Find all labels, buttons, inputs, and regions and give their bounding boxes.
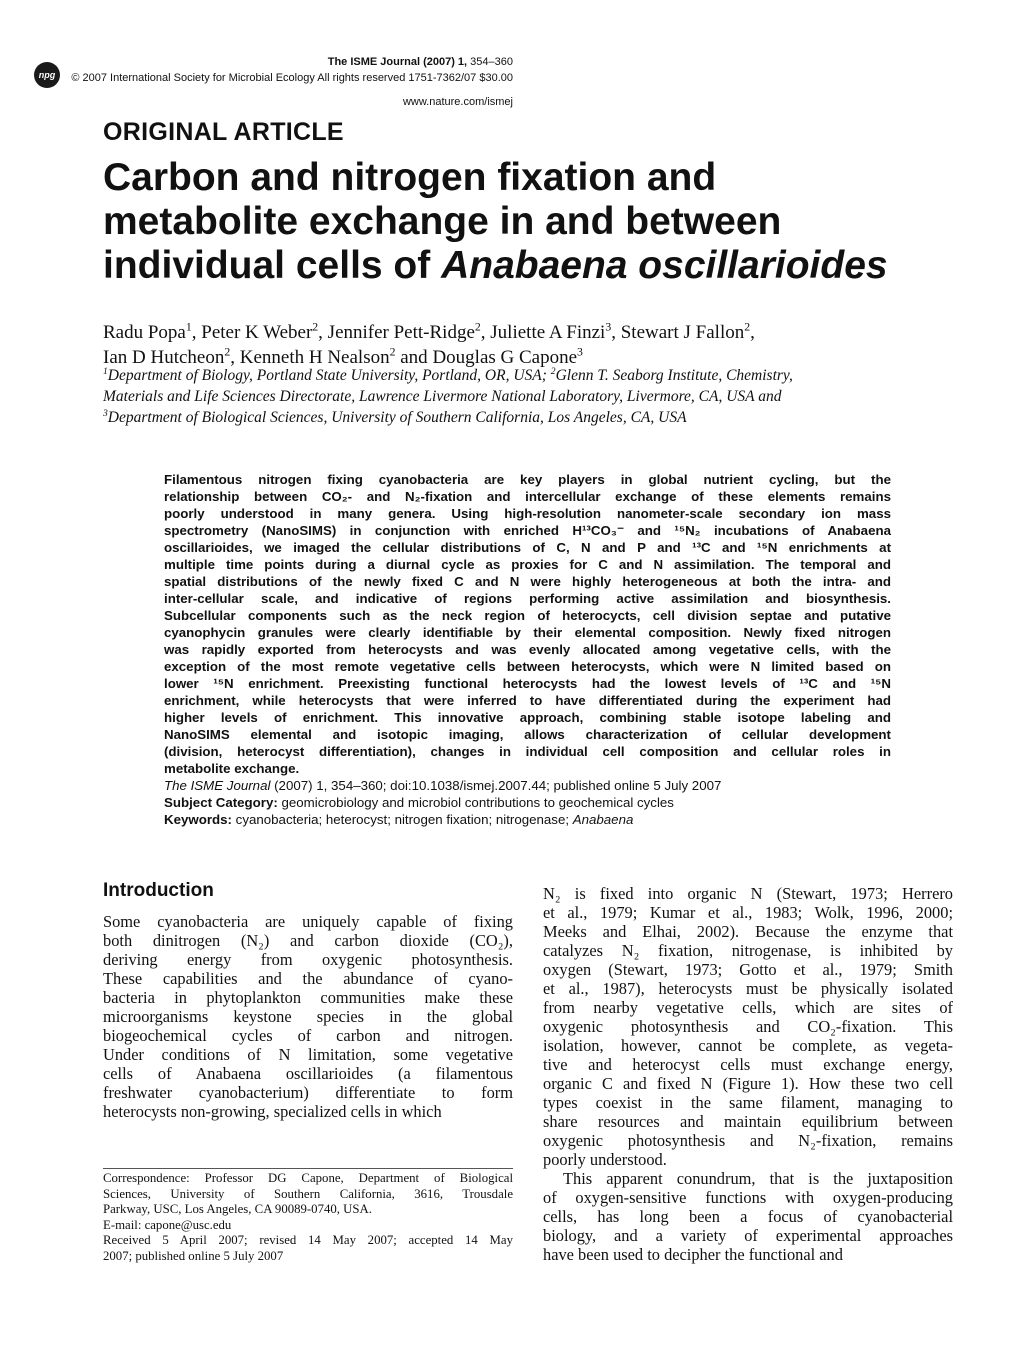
affiliation-line-3: $^3$Department of Biological Sciences, University of Southern California, Los Angeles, CA, USA xyxy=(103,407,687,426)
body-text-line: poorly understood. xyxy=(543,1150,667,1169)
body-text-line: oxygenic photosynthesis and N₂-fixation, remains xyxy=(543,1131,953,1150)
keywords-value: cyanobacteria; heterocyst; nitrogen fixation; nitrogenase; xyxy=(231,812,573,827)
abstract-line: higher levels of enrichment. This innovative approach, combining stable isotope labeling and xyxy=(164,710,891,725)
correspondence-line: 2007; published online 5 July 2007 xyxy=(103,1248,284,1263)
article-title xyxy=(103,156,983,288)
correspondence-footnote xyxy=(103,1168,513,1265)
abstract-line: metabolite exchange. xyxy=(164,761,300,776)
journal-name: The ISME Journal (2007) 1, xyxy=(327,56,468,68)
author-name: Radu Popa xyxy=(103,322,186,343)
body-text-line: freshwater cyanobacterium) differentiate to form xyxy=(103,1083,513,1102)
article-type-label: ORIGINAL ARTICLE xyxy=(103,118,344,146)
abstract-line: oscillarioides, we imaged the cellular distributions of C, N and P and ¹³C and ¹⁵N enrichments at xyxy=(164,540,891,555)
affiliation-line-1: $^1$Department of Biology, Portland State University, Portland, OR, USA; $^2$Glenn T. Seaborg Institute, Chemistry, xyxy=(103,365,793,384)
body-text-line: oxygenic photosynthesis and CO₂-fixation. This xyxy=(543,1017,953,1036)
title-line-3 xyxy=(103,244,983,288)
affiliation-text: Department of Biology, Portland State University, Portland, OR, USA; xyxy=(107,367,551,384)
abstract-line: was rapidly exported from heterocysts and was evenly allocated among vegetative cells, with the xyxy=(164,642,891,657)
author-affil-mark: 2 xyxy=(389,345,396,359)
abstract-line: Filamentous nitrogen fixing cyanobacteria are key players in global nutrient cycling, but the xyxy=(164,472,891,487)
author-name: Kenneth H Nealson xyxy=(239,347,390,368)
keywords xyxy=(164,811,891,828)
abstract-line: spectrometry (NanoSIMS) in conjunction with enriched H¹³CO₃⁻ and ¹⁵N₂ incubations of Anabaena xyxy=(164,523,891,538)
author-name: Douglas G Capone xyxy=(432,347,578,368)
keywords-label: Keywords: xyxy=(164,812,232,827)
body-text-line: microorganisms keystone species in the global xyxy=(103,1007,513,1026)
body-text-line: Some cyanobacteria are uniquely capable of fixing xyxy=(103,912,513,931)
abstract xyxy=(164,471,891,828)
correspondence-line: Received 5 April 2007; revised 14 May 2007; accepted 14 May xyxy=(103,1233,513,1248)
journal-citation-header xyxy=(328,56,513,68)
abstract-body xyxy=(164,471,891,777)
subject-label: Subject Category: xyxy=(164,795,278,810)
affiliations xyxy=(103,365,963,428)
abstract-line: NanoSIMS elemental and isotopic imaging, allows characterization of cellular development xyxy=(164,727,891,742)
author-name: Ian D Hutcheon xyxy=(103,347,225,368)
title-line-2: metabolite exchange in and between xyxy=(103,200,782,243)
author-line-2: Ian D Hutcheon$^2$, Kenneth H Nealson$^2$ and Douglas G Capone$^3$ xyxy=(103,345,583,368)
body-text-line: isolation, however, cannot be complete, as vegeta- xyxy=(543,1036,953,1055)
body-text-line: of oxygen-sensitive functions with oxygen-producing xyxy=(543,1188,953,1207)
copyright-notice: © 2007 International Society for Microbial Ecology All rights reserved 1751-7362/07 $30.00 xyxy=(71,72,513,84)
body-text-line: both dinitrogen (N₂) and carbon dioxide (CO₂), xyxy=(103,931,513,950)
introduction-heading: Introduction xyxy=(103,880,214,901)
abstract-line: inter-cellular scale, and indicative of regions performing active assimilation and biosynthesis. xyxy=(164,591,891,606)
subject-value: geomicrobiology and microbiol contributions to geochemical cycles xyxy=(277,795,674,810)
author-affil-mark: 2 xyxy=(312,320,319,334)
npg-logo: npg xyxy=(34,62,60,88)
abstract-line: Subcellular components such as the neck region of heterocycts, cell division septae and putative xyxy=(164,608,891,623)
body-text-line: This apparent conundrum, that is the juxtaposition xyxy=(563,1169,953,1188)
title-species-name: Anabaena oscillarioides xyxy=(441,244,888,287)
affiliation-text: Department of Biological Sciences, University of Southern California, Los Angeles, CA, USA xyxy=(107,409,687,426)
body-text-line: et al., 1987), heterocysts must be physically isolated xyxy=(543,979,953,998)
citation-journal: The ISME Journal xyxy=(164,778,271,793)
body-text-line: heterocysts non-growing, specialized cells in which xyxy=(103,1102,442,1121)
abstract-line: relationship between CO₂- and N₂-fixation and intercellular exchange of these elements remains xyxy=(164,489,891,504)
author-affil-mark: 2 xyxy=(744,320,751,334)
body-text-line: share resources and maintain equilibrium between xyxy=(543,1112,953,1131)
subject-category xyxy=(164,794,891,811)
body-text-line: biology, and a variety of experimental approaches xyxy=(543,1226,953,1245)
keywords-italic: Anabaena xyxy=(572,812,634,827)
author-affil-mark: 3 xyxy=(577,345,583,359)
journal-pages: 354–360 xyxy=(470,56,513,68)
author-affil-mark: 3 xyxy=(605,320,612,334)
body-text-line: catalyzes N₂ fixation, nitrogenase, is inhibited by xyxy=(543,941,953,960)
author-name: Jennifer Pett-Ridge xyxy=(327,322,475,343)
abstract-line: poorly understood in many genera. Using high-resolution nanometer-scale secondary ion mass xyxy=(164,506,891,521)
body-text-line: oxygen (Stewart, 1973; Gotto et al., 1979; Smith xyxy=(543,960,953,979)
body-text-line: organic C and fixed N (Figure 1). How these two cell xyxy=(543,1074,953,1093)
intro-left-column xyxy=(103,912,513,1121)
abstract-line: spatial distributions of the newly fixed C and N were highly heterogeneous at both the intra- and xyxy=(164,574,891,589)
author-affil-mark: 1 xyxy=(185,320,192,334)
affiliation-text: Glenn T. Seaborg Institute, Chemistry, xyxy=(555,367,793,384)
body-text-line: Meeks and Elhai, 2002). Because the enzyme that xyxy=(543,922,953,941)
body-text-line: deriving energy from oxygenic photosynthesis. xyxy=(103,950,513,969)
journal-url[interactable]: www.nature.com/ismej xyxy=(402,96,513,108)
body-text-line: cells of Anabaena oscillarioides (a filamentous xyxy=(103,1064,513,1083)
title-line-3-text: individual cells of xyxy=(103,244,442,287)
affiliation-line-2: Materials and Life Sciences Directorate, Lawrence Livermore National Laboratory, Livermore, CA, USA and xyxy=(103,388,782,405)
body-text-line: These capabilities and the abundance of cyano- xyxy=(103,969,513,988)
body-text-line: tive and heterocyst cells must exchange energy, xyxy=(543,1055,953,1074)
author-name: Stewart J Fallon xyxy=(620,322,745,343)
body-text-line: Under conditions of N limitation, some vegetative xyxy=(103,1045,513,1064)
body-text-line: et al., 1979; Kumar et al., 1983; Wolk, 1996, 2000; xyxy=(543,903,953,922)
abstract-citation xyxy=(164,777,891,794)
body-text-line: have been used to decipher the functional and xyxy=(543,1245,843,1264)
abstract-line: cyanophycin granules were clearly identifiable by their elemental composition. Newly fixed nitrogen xyxy=(164,625,891,640)
author-line-1: Radu Popa$^1$, Peter K Weber$^2$, Jennifer Pett-Ridge$^2$, Juliette A Finzi$^3$, Stewart J Fallon$^2$, xyxy=(103,320,755,343)
body-text-line: N₂ is fixed into organic N (Stewart, 1973; Herrero xyxy=(543,884,953,903)
abstract-line: exception of the most remote vegetative cells between heterocysts, which were N limited based on xyxy=(164,659,891,674)
title-line-1: Carbon and nitrogen fixation and xyxy=(103,156,717,199)
abstract-line: multiple time points during a diurnal cycle as proxies for C and N assimilation. The temporal and xyxy=(164,557,891,572)
intro-right-column xyxy=(543,884,953,1264)
author-affil-mark: 2 xyxy=(474,320,481,334)
author-list xyxy=(103,320,963,370)
body-text-line: cells, has long been a focus of cyanobacterial xyxy=(543,1207,953,1226)
correspondence-line: Sciences, University of Southern California, 3616, Trousdale xyxy=(103,1186,513,1201)
abstract-line: enrichment, while heterocysts that were inferred to have differentiated during the experiment had xyxy=(164,693,891,708)
author-affil-mark: 2 xyxy=(224,345,231,359)
body-text-line: types coexist in the same filament, managing to xyxy=(543,1093,953,1112)
correspondence-line: E-mail: capone@usc.edu xyxy=(103,1217,232,1232)
correspondence-line: Parkway, USC, Los Angeles, CA 90089-0740, USA. xyxy=(103,1202,372,1217)
author-name: Peter K Weber xyxy=(201,322,313,343)
body-text-line: bacteria in phytoplankton communities make these xyxy=(103,988,513,1007)
abstract-line: lower ¹⁵N enrichment. Preexisting functional heterocysts had the lowest levels of ¹³C and ¹⁵N xyxy=(164,676,891,691)
abstract-line: (division, heterocyst differentiation), changes in individual cell composition and cellular roles in xyxy=(164,744,891,759)
citation-details: (2007) 1, 354–360; doi:10.1038/ismej.2007.44; published online 5 July 2007 xyxy=(270,778,722,793)
author-name: Juliette A Finzi xyxy=(490,322,606,343)
correspondence-line: Correspondence: Professor DG Capone, Department of Biological xyxy=(103,1171,513,1185)
body-text-line: from nearby vegetative cells, which are sites of xyxy=(543,998,953,1017)
body-text-line: biogeochemical cycles of carbon and nitrogen. xyxy=(103,1026,513,1045)
